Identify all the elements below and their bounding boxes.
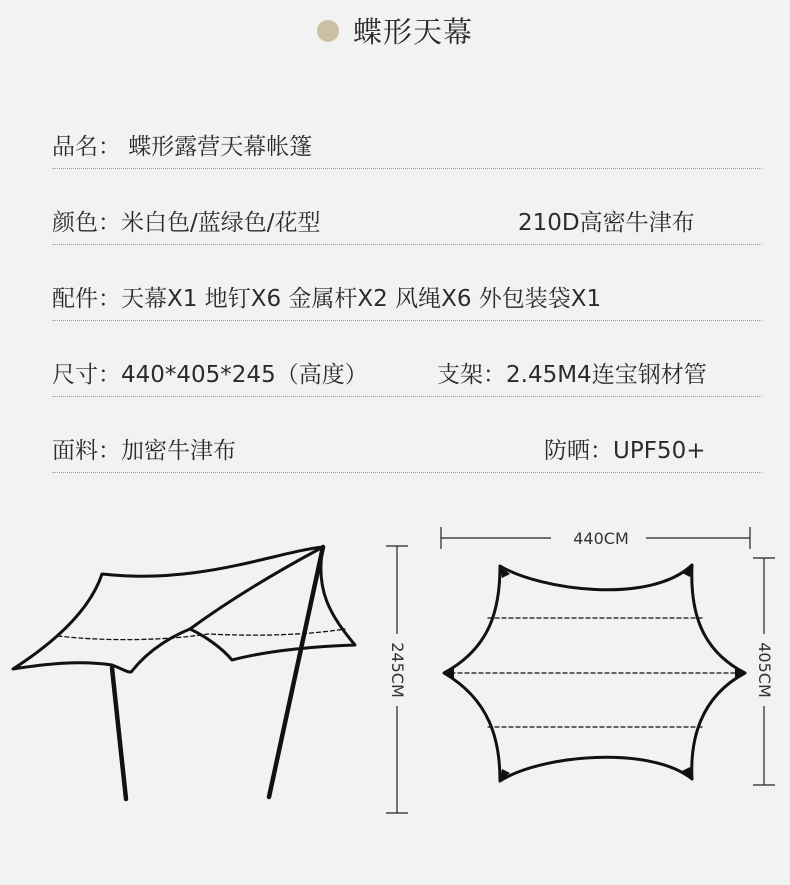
spec-label-size: 尺寸：440*405*245（高度） [52, 362, 368, 388]
height-dimension-label: 245CM [388, 642, 407, 698]
page-title [0, 10, 790, 51]
width-dimension-label: 405CM [755, 642, 774, 698]
spec-label-name: 品名： 蝶形露营天幕帐篷 [52, 134, 313, 160]
tarp-diagram [0, 500, 790, 885]
title-dot-icon [317, 20, 339, 42]
spec-row-color [52, 200, 762, 245]
spec-row-accessories [52, 276, 762, 321]
length-dimension-label: 440CM [573, 529, 629, 548]
spec-value-frame: 支架：2.45M4连宝钢材管 [437, 362, 707, 388]
title-text: 蝶形天幕 [352, 15, 473, 49]
spec-label-fabric: 面料：加密牛津布 [52, 438, 236, 464]
spec-row-fabric [52, 428, 762, 473]
spec-label-accessories: 配件：天幕X1 地钉X6 金属杆X2 风绳X6 外包装袋X1 [52, 286, 602, 312]
spec-row-name [52, 124, 762, 169]
spec-value-fabric-density: 210D高密牛津布 [518, 210, 695, 236]
spec-row-size [52, 352, 762, 397]
tarp-top-view [444, 565, 745, 781]
spec-value-upf: 防晒：UPF50+ [544, 438, 706, 464]
spec-label-color: 颜色：米白色/蓝绿色/花型 [52, 210, 321, 236]
tarp-side-view [13, 547, 355, 799]
